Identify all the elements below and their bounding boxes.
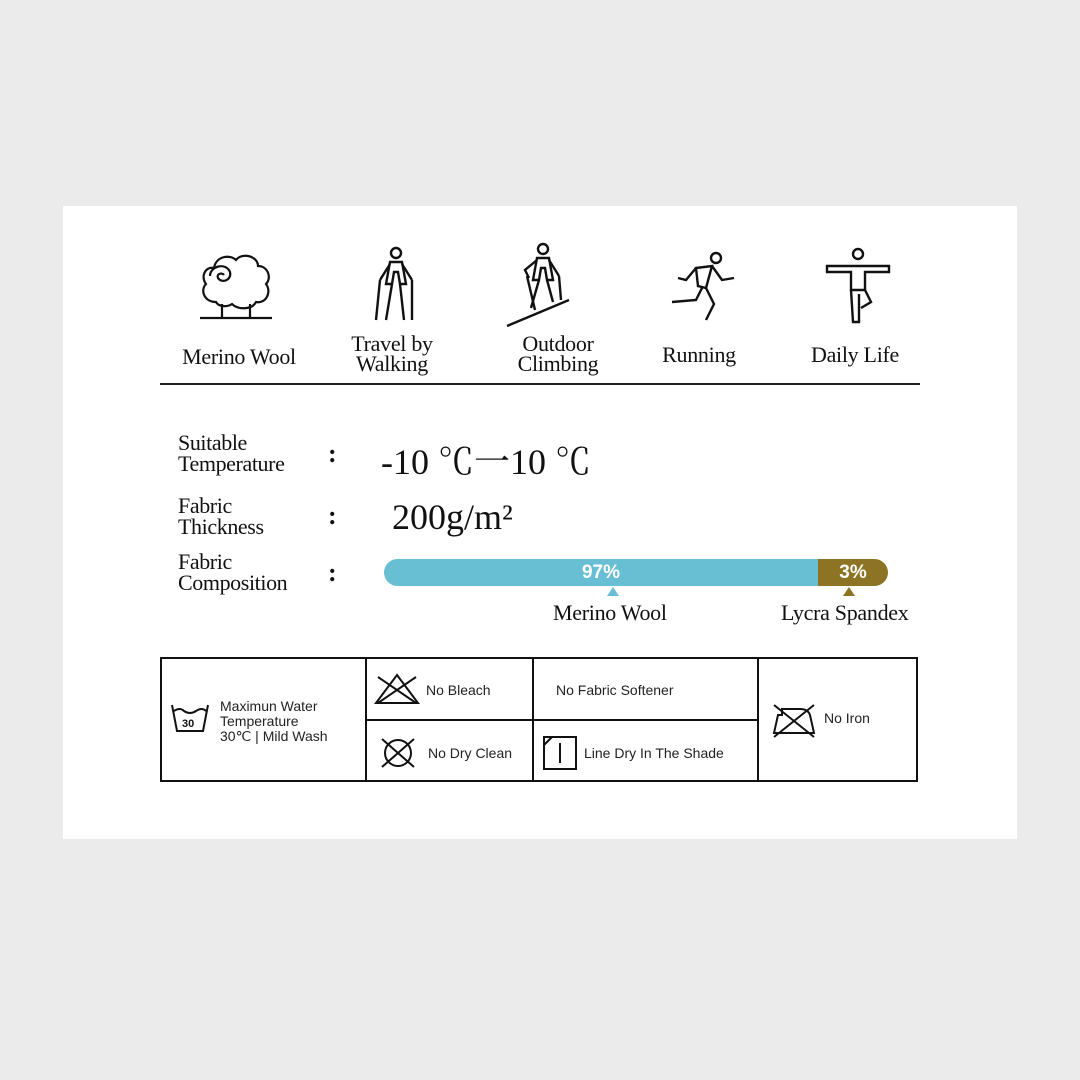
activity-label-travel-by-walking: Travel by Walking [351,331,433,376]
thickness-value: 200g/m² [392,497,513,537]
activity-label-daily-life: Daily Life [810,342,900,367]
line-dry-shade-icon [542,735,578,771]
no-softener-label: No Fabric Softener [556,682,674,698]
composition-segment-lycra: 3% [818,559,888,586]
climber-icon [503,240,573,330]
composition-label [178,551,287,593]
lycra-marker [843,587,855,596]
yoga-icon [823,246,893,326]
care-divider [365,719,758,721]
wash-30-icon [170,701,210,737]
wash-text [220,699,328,744]
no-dry-clean-label: No Dry Clean [428,745,513,761]
composition-bar [384,559,888,586]
thickness-label-line1: Fabric [178,493,232,518]
merino-wool-name: Merino Wool [553,600,667,625]
no-iron-icon [770,703,818,739]
divider [160,383,920,385]
hiker-icon [366,244,426,324]
wash-temp-text: 30 [182,718,195,730]
composition-colon: : [328,558,337,587]
no-bleach-icon [374,673,420,705]
temperature-label-line2: Temperature [178,451,285,476]
activity-label-merino-wool: Merino Wool [182,344,296,369]
no-dry-clean-icon [376,735,420,771]
care-table [160,657,918,782]
temperature-colon: : [328,439,337,468]
no-bleach-label: No Bleach [426,682,491,698]
activity-label-outdoor-climbing: Outdoor Climbing [517,331,599,376]
line-dry-label: Line Dry In The Shade [584,745,724,761]
merino-marker [607,587,619,596]
thickness-colon: : [328,501,337,530]
composition-label-line1: Fabric [178,549,232,574]
wash-text-line1: Maximun Water [220,698,318,714]
composition-label-line2: Composition [178,570,288,595]
runner-icon [666,248,742,324]
activity-label-running: Running [662,342,736,367]
no-iron-label: No Iron [824,710,870,726]
thickness-label-line2: Thickness [178,514,264,539]
thickness-label [178,495,264,537]
wash-text-line3: 30℃ | Mild Wash [220,728,328,744]
temperature-label-line1: Suitable [178,430,247,455]
temperature-label [178,432,284,474]
lycra-spandex-name: Lycra Spandex [781,600,909,625]
product-info-card [63,206,1017,839]
composition-segment-merino: 97% [384,559,818,586]
temperature-value: -10 ℃一10 ℃ [381,442,591,482]
wash-text-line2: Temperature [220,713,299,729]
sheep-icon [196,244,276,324]
